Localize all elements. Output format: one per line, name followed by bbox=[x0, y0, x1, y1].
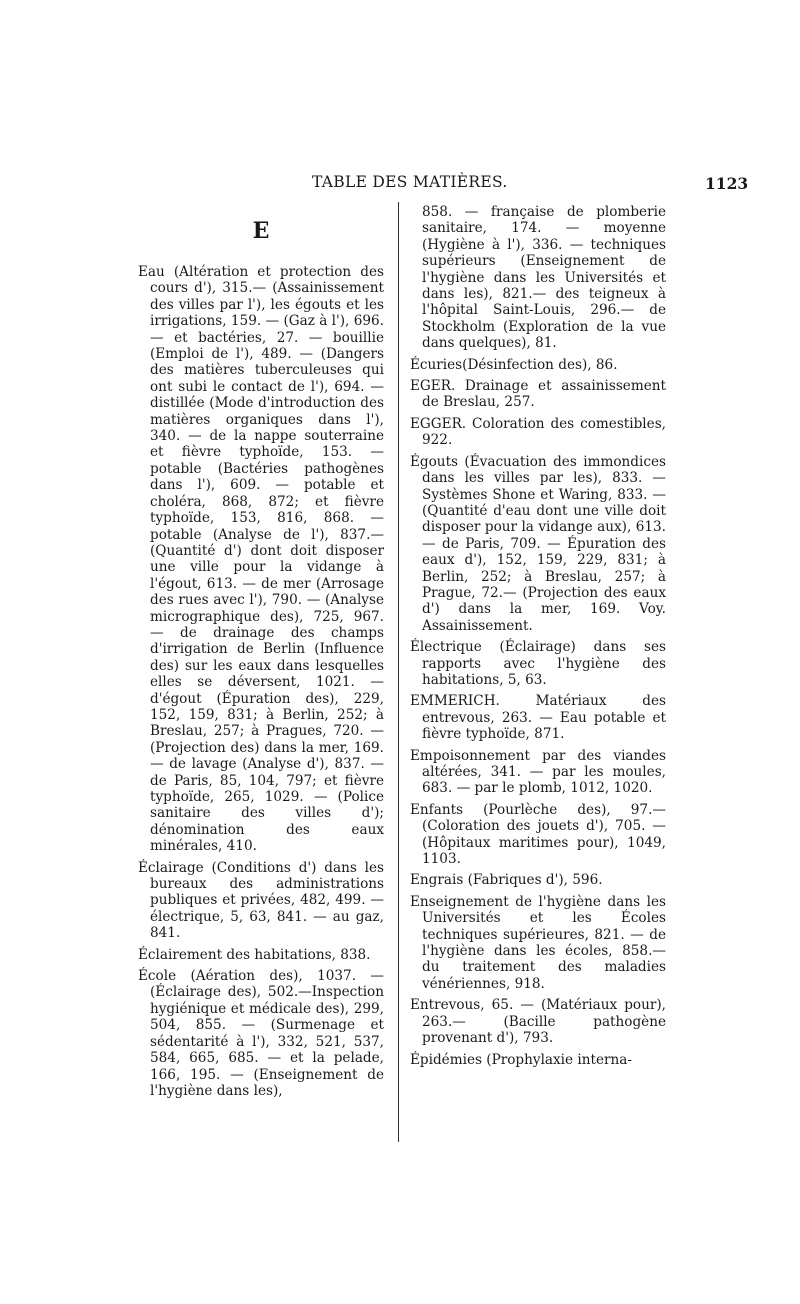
index-entry: EMMERICH. Matériaux des entrevous, 263. — Eau potable et fièvre typhoïde, 871. bbox=[410, 693, 666, 743]
index-entry: EGER. Drainage et assainissement de Breslau, 257. bbox=[410, 378, 666, 411]
index-entry: Engrais (Fabriques d'), 596. bbox=[410, 872, 603, 889]
page-number: 1123 bbox=[705, 174, 749, 193]
index-entry: Éclairement des habitations, 838. bbox=[138, 946, 371, 963]
index-entry: Empoisonnement par des viandes altérées, 341. — par les moules, 683. — par le plomb, 1012, 1020. bbox=[410, 747, 666, 797]
index-entry-continued: 858. — française de plomberie sanitaire, 174. — moyenne (Hygiène à l'), 336. — techniques supérieurs (Enseignement de l'hygiène dans les Universités et dans les), 821.— des teigneux à l'hôpital Saint-Louis, 296.— de Stockholm (Exploration de la vue dans quelques), 81. bbox=[422, 204, 666, 352]
section-letter: E bbox=[252, 218, 270, 244]
index-entry: Électrique (Éclairage) dans ses rapports avec l'hygiène des habitations, 5, 63. bbox=[410, 639, 666, 688]
index-entry: Eau (Altération et protection des cours d'), 315.— (Assainissement des villes par l'), les égouts et les irrigations, 159. — (Gaz à l'), 696. — et bactéries, 27. — bouillie (Emploi de l'), 489. — (Dangers des matières tuberculeuses qui ont subi le contact de l'), 694. — distillée (Mode d'introduction des matières organiques dans l'), 340. — de la nappe souterraine et fièvre typhoïde, 153. — potable (Bactéries pathogènes dans l'), 609. — potable et choléra, 868, 872; et fièvre typhoïde, 153, 816, 868. — potable (Analyse de l'), 837.— (Quantité d') dont doit disposer une ville pour la vidange à l'égout, 613. — de mer (Arrosage des rues avec l'), 790. — (Analyse micrographique des), 725, 967. — de drainage des champs d'irrigation de Berlin (Influence des) sur les eaux dans lesquelles elles se déversent, 1021. — d'égout (Épuration des), 229, 152, 159, 831; à Berlin, 252; à Breslau, 257; à Pragues, 720. — (Projection des) dans la mer, 169.— de lavage (Analyse d'), 837. — de Paris, 85, 104, 797; et fièvre typhoïde, 265, 1029. — (Police sanitaire des villes d'); dénomination des eaux minérales, 410. bbox=[138, 264, 384, 855]
index-entry: Entrevous, 65. — (Matériaux pour), 263.— (Bacille pathogène provenant d'), 793. bbox=[410, 997, 666, 1047]
index-entry: Écuries(Désinfection des), 86. bbox=[410, 356, 618, 373]
index-entry: Éclairage (Conditions d') dans les bureaux des administrations publiques et privées, 482, 499. — électrique, 5, 63, 841. — au gaz, 841. bbox=[138, 859, 384, 942]
index-entry: Enfants (Pourlèche des), 97.— (Coloration des jouets d'), 705. — (Hôpitaux maritimes pour), 1049, 1103. bbox=[410, 801, 666, 868]
column-divider bbox=[398, 202, 399, 1142]
index-entry: Égouts (Évacuation des immondices dans les villes par les), 833. — Systèmes Shone et Waring, 833. — (Quantité d'eau dont une ville doit disposer pour la vidange aux), 613. — de Paris, 709. — Épuration des eaux d'), 152, 159, 229, 831; à Berlin, 252; à Breslau, 257; à Prague, 72.— (Projection des eaux d') dans la mer, 169. Voy. Assainissement. bbox=[410, 453, 666, 634]
left-column bbox=[138, 204, 384, 1104]
running-head-title: TABLE DES MATIÈRES. bbox=[312, 173, 508, 191]
index-entry: Enseignement de l'hygiène dans les Universités et les Écoles techniques supérieures, 821. — de l'hygiène dans les écoles, 858.— du traitement des maladies vénériennes, 918. bbox=[410, 893, 666, 992]
index-entry: EGGER. Coloration des comestibles, 922. bbox=[410, 415, 666, 449]
index-entry: Épidémies (Prophylaxie interna- bbox=[410, 1051, 632, 1068]
right-column bbox=[410, 204, 666, 1073]
index-entry: École (Aération des), 1037. — (Éclairage des), 502.—Inspection hygiénique et médicale des), 299, 504, 855. — (Surmenage et sédentarité à l'), 332, 521, 537, 584, 665, 685. — et la pelade, 166, 195. — (Enseignement de l'hygiène dans les), bbox=[138, 968, 384, 1099]
